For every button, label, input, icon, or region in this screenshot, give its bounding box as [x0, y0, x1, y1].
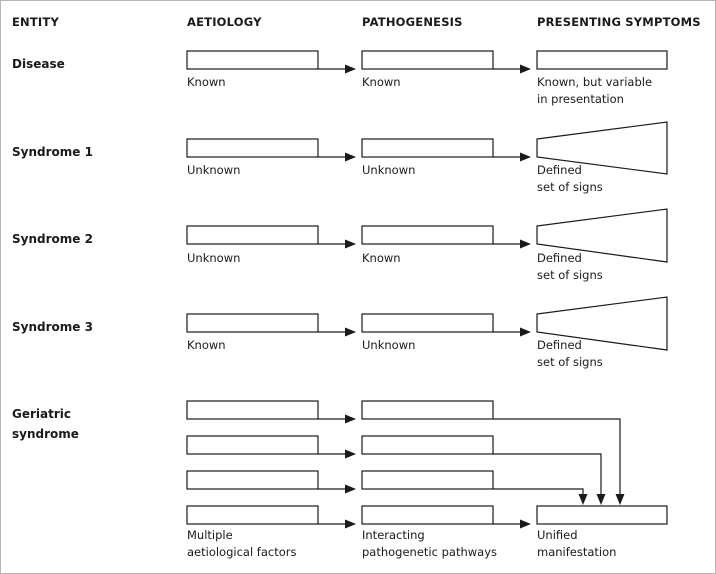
pathogenesis-box-3 [362, 471, 493, 489]
header-presenting-symptoms: PRESENTING SYMPTOMS [537, 15, 701, 29]
entity-syndrome-3: Syndrome 3 [12, 320, 93, 334]
pathogenesis-box-2 [362, 436, 493, 454]
pathogenesis-box-1 [362, 401, 493, 419]
arrowhead [345, 328, 356, 337]
unified-manifestation-box [537, 506, 667, 524]
symptoms-label-line2: set of signs [537, 355, 603, 369]
symptoms-label-line2: set of signs [537, 180, 603, 194]
row-disease [12, 51, 667, 106]
header-entity: ENTITY [12, 15, 59, 29]
converging-line-3 [493, 489, 583, 494]
aetiology-box [187, 226, 318, 244]
aetiology-box [187, 51, 318, 69]
symptoms-box [537, 51, 667, 69]
row-syndrome-3 [12, 297, 667, 369]
aetiology-box-1 [187, 401, 318, 419]
symptoms-label-line2: in presentation [537, 92, 624, 106]
symptoms-label-line2: manifestation [537, 545, 617, 559]
row-geriatric-syndrome [12, 401, 667, 559]
arrowhead [520, 65, 531, 74]
aetiology-box-2 [187, 436, 318, 454]
pathogenesis-box [362, 226, 493, 244]
arrowhead [579, 494, 588, 505]
pathogenesis-label-line1: Interacting [362, 528, 425, 542]
aetiology-label: Known [187, 338, 226, 352]
entity-syndrome-2: Syndrome 2 [12, 232, 93, 246]
aetiology-box-4 [187, 506, 318, 524]
arrowhead [616, 494, 625, 505]
entity-syndrome-1: Syndrome 1 [12, 145, 93, 159]
entity-disease: Disease [12, 57, 65, 71]
arrowhead [345, 450, 356, 459]
pathogenesis-label: Unknown [362, 338, 416, 352]
arrowhead [520, 328, 531, 337]
aetiology-box-3 [187, 471, 318, 489]
symptoms-label-line1: Defined [537, 251, 582, 265]
symptoms-label-line1: Unified [537, 528, 578, 542]
arrowhead [345, 415, 356, 424]
pathogenesis-label: Unknown [362, 163, 416, 177]
arrowhead [345, 485, 356, 494]
arrowhead [345, 65, 356, 74]
header-pathogenesis: PATHOGENESIS [362, 15, 463, 29]
symptoms-label-line1: Known, but variable [537, 75, 653, 89]
arrowhead [520, 240, 531, 249]
row-syndrome-1 [12, 122, 667, 194]
arrowhead [345, 153, 356, 162]
arrowhead [520, 520, 531, 529]
aetiology-label: Known [187, 75, 226, 89]
symptoms-label-line1: Defined [537, 163, 582, 177]
header-aetiology: AETIOLOGY [187, 15, 262, 29]
pathogenesis-label-line2: pathogenetic pathways [362, 545, 497, 559]
pathogenesis-box [362, 314, 493, 332]
pathogenesis-box [362, 139, 493, 157]
aetiology-label-line1: Multiple [187, 528, 233, 542]
converging-line-2 [493, 454, 601, 494]
pathogenesis-box-4 [362, 506, 493, 524]
aetiology-box [187, 139, 318, 157]
arrowhead [520, 153, 531, 162]
symptoms-label-line2: set of signs [537, 268, 603, 282]
symptoms-label-line1: Defined [537, 338, 582, 352]
pathogenesis-box [362, 51, 493, 69]
arrowhead [345, 240, 356, 249]
pathogenesis-label: Known [362, 251, 401, 265]
aetiology-label: Unknown [187, 163, 241, 177]
arrowhead [345, 520, 356, 529]
aetiology-label: Unknown [187, 251, 241, 265]
pathogenesis-label: Known [362, 75, 401, 89]
arrowhead [597, 494, 606, 505]
aetiology-label-line2: aetiological factors [187, 545, 297, 559]
aetiology-box [187, 314, 318, 332]
entity-geriatric-line1: Geriatric [12, 407, 71, 421]
entity-geriatric-line2: syndrome [12, 427, 79, 441]
row-syndrome-2 [12, 209, 667, 282]
